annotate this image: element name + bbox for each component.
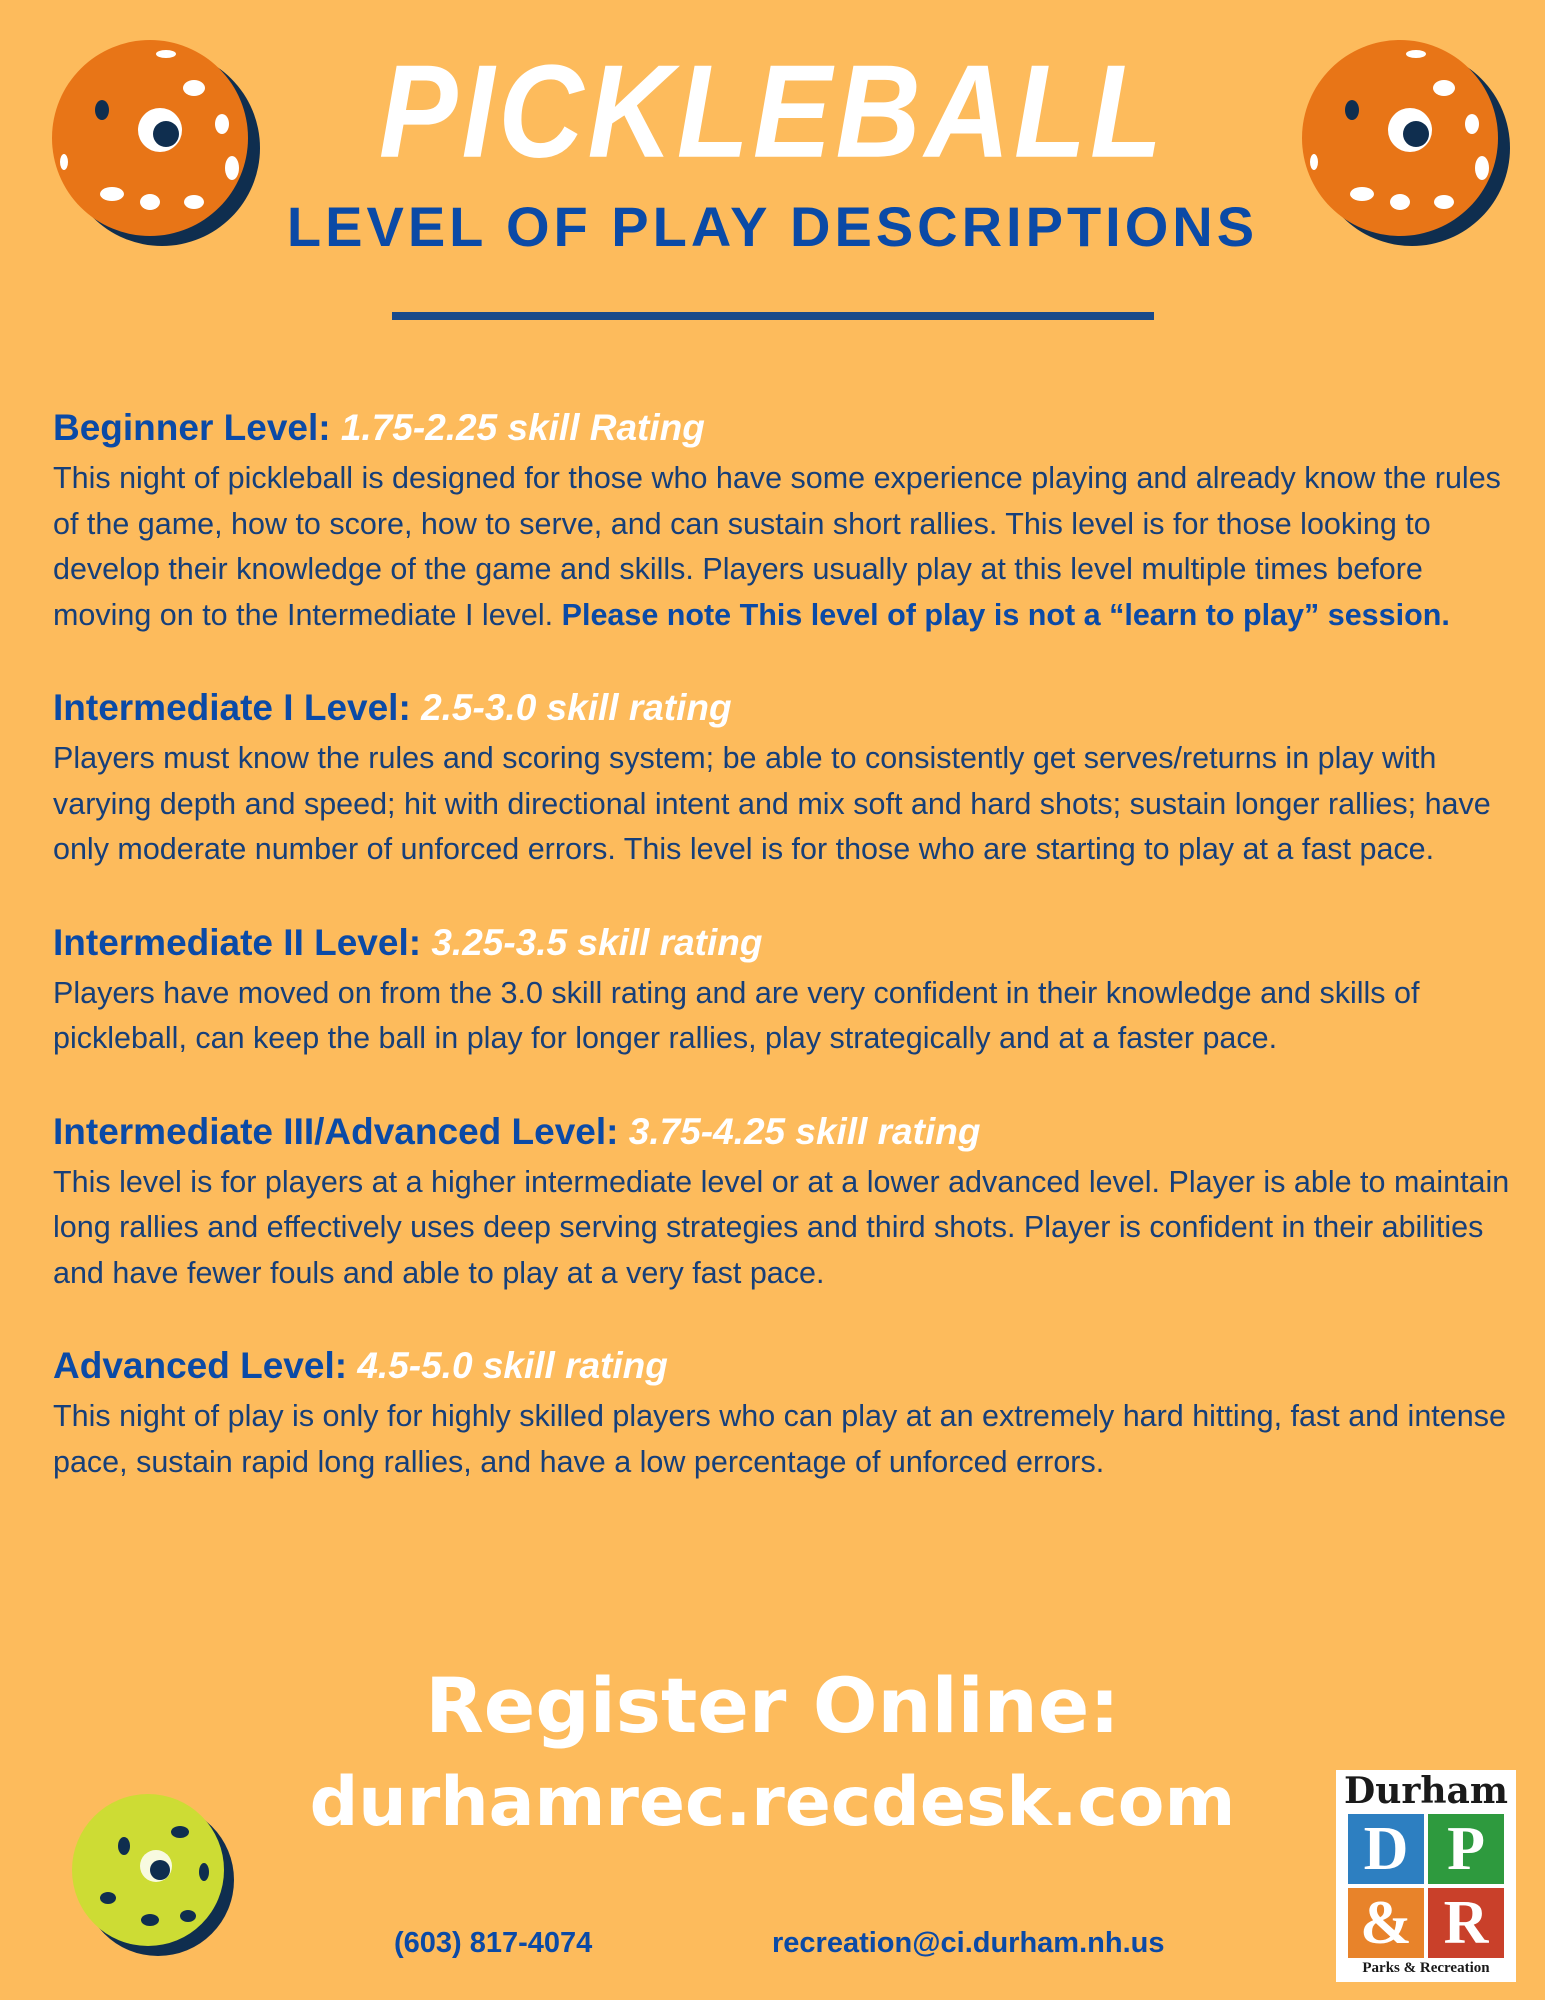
level-list [53, 404, 1523, 1531]
level-heading [53, 1342, 1523, 1390]
level-rating: 2.5-3.0 skill rating [421, 687, 732, 729]
level-heading [53, 404, 1523, 452]
level-name: Intermediate II Level: [53, 921, 422, 963]
level-description: Players have moved on from the 3.0 skill rating and are very confident in their knowledge and skills of pickleball, can keep the ball in play for longer rallies, play strategically and at a faster pace. [53, 975, 1420, 1056]
logo-tile-p: P [1428, 1814, 1504, 1884]
logo-tile-d: D [1348, 1814, 1424, 1884]
register-url-link[interactable]: durhamrec.recdesk.com [309, 1763, 1236, 1842]
level-note: Please note This level of play is not a “learn to play” session. [561, 597, 1450, 632]
level-heading [53, 1108, 1523, 1156]
level-name: Intermediate III/Advanced Level: [53, 1110, 619, 1152]
level-description: Players must know the rules and scoring system; be able to consistently get serves/returns in play with varying depth and speed; hit with directional intent and mix soft and hard shots; sustain longer rallies; have only moderate number of unforced errors. This level is for those who are starting to play at a fast pace. [53, 741, 1491, 867]
level-beginner [53, 404, 1523, 638]
level-description [53, 456, 1523, 638]
level-heading [53, 684, 1523, 732]
level-name: Intermediate I Level: [53, 687, 411, 729]
level-name: Advanced Level: [53, 1345, 348, 1387]
level-rating: 1.75-2.25 skill Rating [340, 407, 705, 448]
level-description: This level is for players at a higher intermediate level or at a lower advanced level. Player is able to maintain long rallies and effectively uses deep serving strategies and third shots. Player is confident in their abilities and have fewer fouls and able to play at a very fast pace. [53, 1164, 1510, 1290]
durham-parks-recreation-logo [1336, 1770, 1516, 1982]
logo-top-text: Durham [1344, 1770, 1508, 1812]
page-subtitle: LEVEL OF PLAY DESCRIPTIONS [286, 195, 1259, 258]
level-heading [53, 919, 1523, 967]
page-title: PICKLEBALL [378, 37, 1167, 186]
register-heading: Register Online: [425, 1661, 1120, 1750]
level-description: This night of play is only for highly skilled players who can play at an extremely hard hitting, fast and intense pace, sustain rapid long rallies, and have a low percentage of unforced errors. [53, 1399, 1506, 1479]
level-intermediate-1 [53, 684, 1523, 873]
email-link[interactable]: recreation@ci.durham.nh.us [772, 1927, 1165, 1959]
logo-tile-r: R [1428, 1888, 1504, 1958]
header-divider [392, 312, 1154, 320]
level-name: Beginner Level: [53, 407, 331, 448]
level-rating: 3.75-4.25 skill rating [628, 1110, 981, 1152]
level-advanced [53, 1342, 1523, 1485]
level-rating: 4.5-5.0 skill rating [357, 1345, 668, 1387]
logo-bottom-text: Parks & Recreation [1362, 1960, 1490, 1976]
phone-number: (603) 817-4074 [394, 1927, 593, 1959]
logo-tile-amp: & [1348, 1888, 1424, 1958]
level-intermediate-2 [53, 919, 1523, 1062]
level-description-text: This night of pickleball is designed for those who have some experience playing and already know the rules of the game, how to score, how to serve, and can sustain short rallies. This level is for those looking to develop their knowledge of the game and skills. Players usually play at this level multiple times before moving on to the Intermediate I level. [53, 461, 1501, 632]
level-intermediate-3-advanced [53, 1108, 1523, 1297]
level-rating: 3.25-3.5 skill rating [431, 921, 763, 963]
